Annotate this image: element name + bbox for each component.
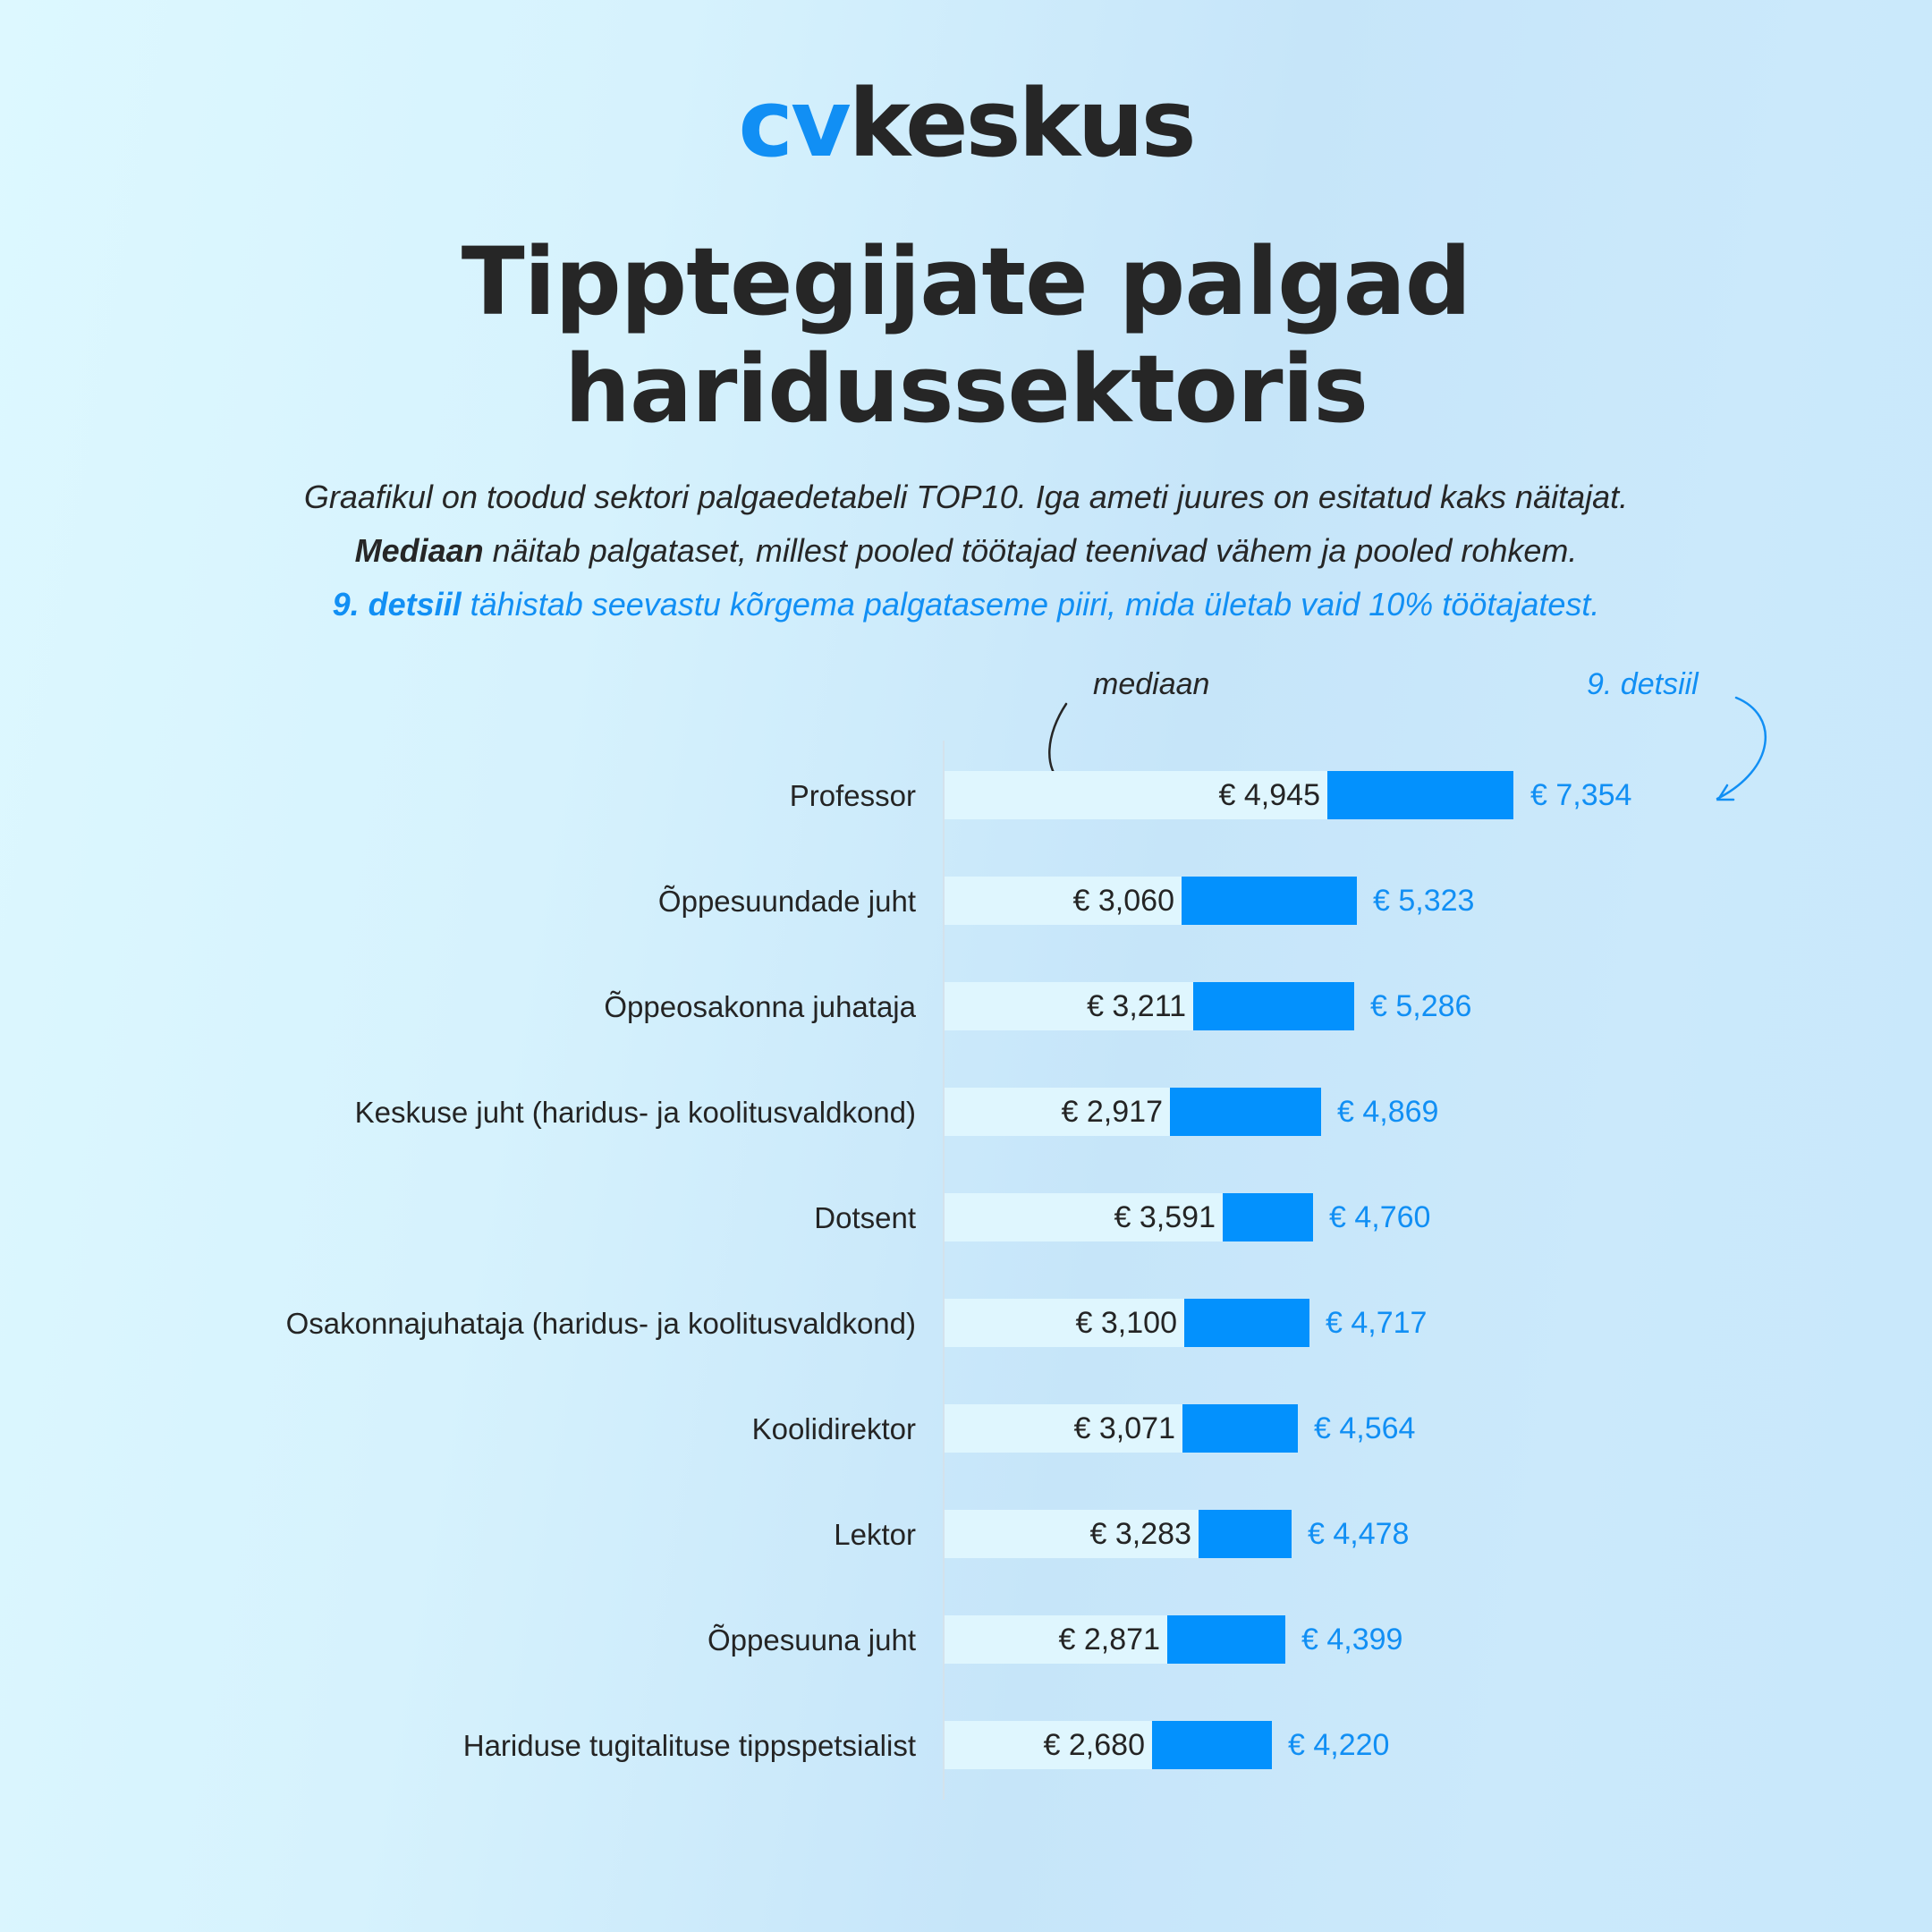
decile-value: € 4,399: [1301, 1623, 1403, 1657]
decile-value: € 5,286: [1370, 989, 1472, 1023]
median-value: € 2,871: [1058, 1623, 1160, 1657]
median-bar: [945, 1721, 1152, 1769]
median-value: € 2,917: [1061, 1095, 1163, 1129]
logo-rest: keskus: [848, 69, 1194, 178]
row-label: Keskuse juht (haridus- ja koolitusvaldkond): [354, 1096, 916, 1129]
decile-value: € 4,564: [1314, 1411, 1416, 1445]
median-annotation: mediaan: [1093, 667, 1210, 701]
median-value: € 3,283: [1089, 1517, 1191, 1551]
row-label: Osakonnajuhataja (haridus- ja koolitusvaldkond): [285, 1307, 916, 1340]
title-line-2: haridussektoris: [564, 335, 1368, 444]
median-bar: [945, 1510, 1199, 1558]
decile-bar: [1193, 982, 1354, 1030]
decile-term: 9. detsiil: [332, 586, 462, 623]
median-bar: [945, 982, 1193, 1030]
decile-bar: [1184, 1299, 1309, 1347]
chart-row: [0, 982, 1932, 1032]
decile-bar: [1170, 1088, 1321, 1136]
chart-row: [0, 1510, 1932, 1560]
median-term: Mediaan: [354, 532, 484, 569]
median-bar: [945, 771, 1327, 819]
decile-bar: [1182, 877, 1357, 925]
decile-bar: [1223, 1193, 1313, 1241]
median-bar: [945, 1193, 1223, 1241]
title-line-1: Tipptegijate palgad: [461, 227, 1471, 336]
chart-description: [0, 470, 1932, 631]
decile-value: € 4,760: [1329, 1200, 1431, 1234]
decile-value: € 5,323: [1373, 884, 1475, 918]
median-value: € 3,100: [1075, 1306, 1177, 1340]
median-value: € 3,591: [1114, 1200, 1216, 1234]
chart-row: [0, 1193, 1932, 1243]
row-label: Õppesuuna juht: [707, 1623, 916, 1657]
chart-row: [0, 1088, 1932, 1138]
chart-row: [0, 1615, 1932, 1665]
decile-bar: [1167, 1615, 1285, 1664]
median-explanation: näitab palgataset, millest pooled töötajad teenivad vähem ja pooled rohkem.: [483, 532, 1578, 569]
page-title: [0, 228, 1932, 443]
logo-prefix: cv: [738, 69, 849, 178]
median-bar: [945, 1088, 1170, 1136]
decile-value: € 4,478: [1308, 1517, 1410, 1551]
decile-bar: [1152, 1721, 1272, 1769]
median-value: € 3,060: [1072, 884, 1174, 918]
median-value: € 4,945: [1218, 778, 1320, 812]
median-value: € 3,071: [1073, 1411, 1175, 1445]
chart-row: [0, 1299, 1932, 1349]
cvkeskus-logo: [0, 69, 1932, 178]
decile-bar: [1182, 1404, 1298, 1453]
decile-annotation: 9. detsiil: [1587, 667, 1699, 701]
row-label: Õppeosakonna juhataja: [604, 990, 916, 1023]
description-line-2: [0, 524, 1932, 578]
chart-row: [0, 1404, 1932, 1454]
chart-row: [0, 1721, 1932, 1771]
decile-bar: [1199, 1510, 1292, 1558]
median-value: € 2,680: [1043, 1728, 1145, 1762]
row-label: Professor: [789, 779, 916, 812]
decile-value: € 4,717: [1326, 1306, 1428, 1340]
row-label: Lektor: [834, 1518, 916, 1551]
row-label: Koolidirektor: [751, 1412, 916, 1445]
row-label: Dotsent: [814, 1201, 916, 1234]
description-line-1: Graafikul on toodud sektori palgaedetabeli TOP10. Iga ameti juures on esitatud kaks näitajat.: [303, 479, 1629, 515]
median-bar: [945, 1615, 1167, 1664]
decile-explanation: tähistab seevastu kõrgema palgataseme piiri, mida ületab vaid 10% töötajatest.: [461, 586, 1600, 623]
row-label: Õppesuundade juht: [657, 885, 916, 918]
decile-value: € 4,869: [1337, 1095, 1439, 1129]
decile-value: € 7,354: [1530, 778, 1632, 812]
chart-row: [0, 771, 1932, 821]
decile-bar: [1327, 771, 1513, 819]
description-line-3: [0, 578, 1932, 631]
median-bar: [945, 877, 1182, 925]
median-value: € 3,211: [1087, 989, 1186, 1023]
median-bar: [945, 1404, 1182, 1453]
median-bar: [945, 1299, 1184, 1347]
chart-row: [0, 877, 1932, 927]
row-label: Hariduse tugitalituse tippspetsialist: [462, 1729, 916, 1762]
decile-value: € 4,220: [1288, 1728, 1390, 1762]
